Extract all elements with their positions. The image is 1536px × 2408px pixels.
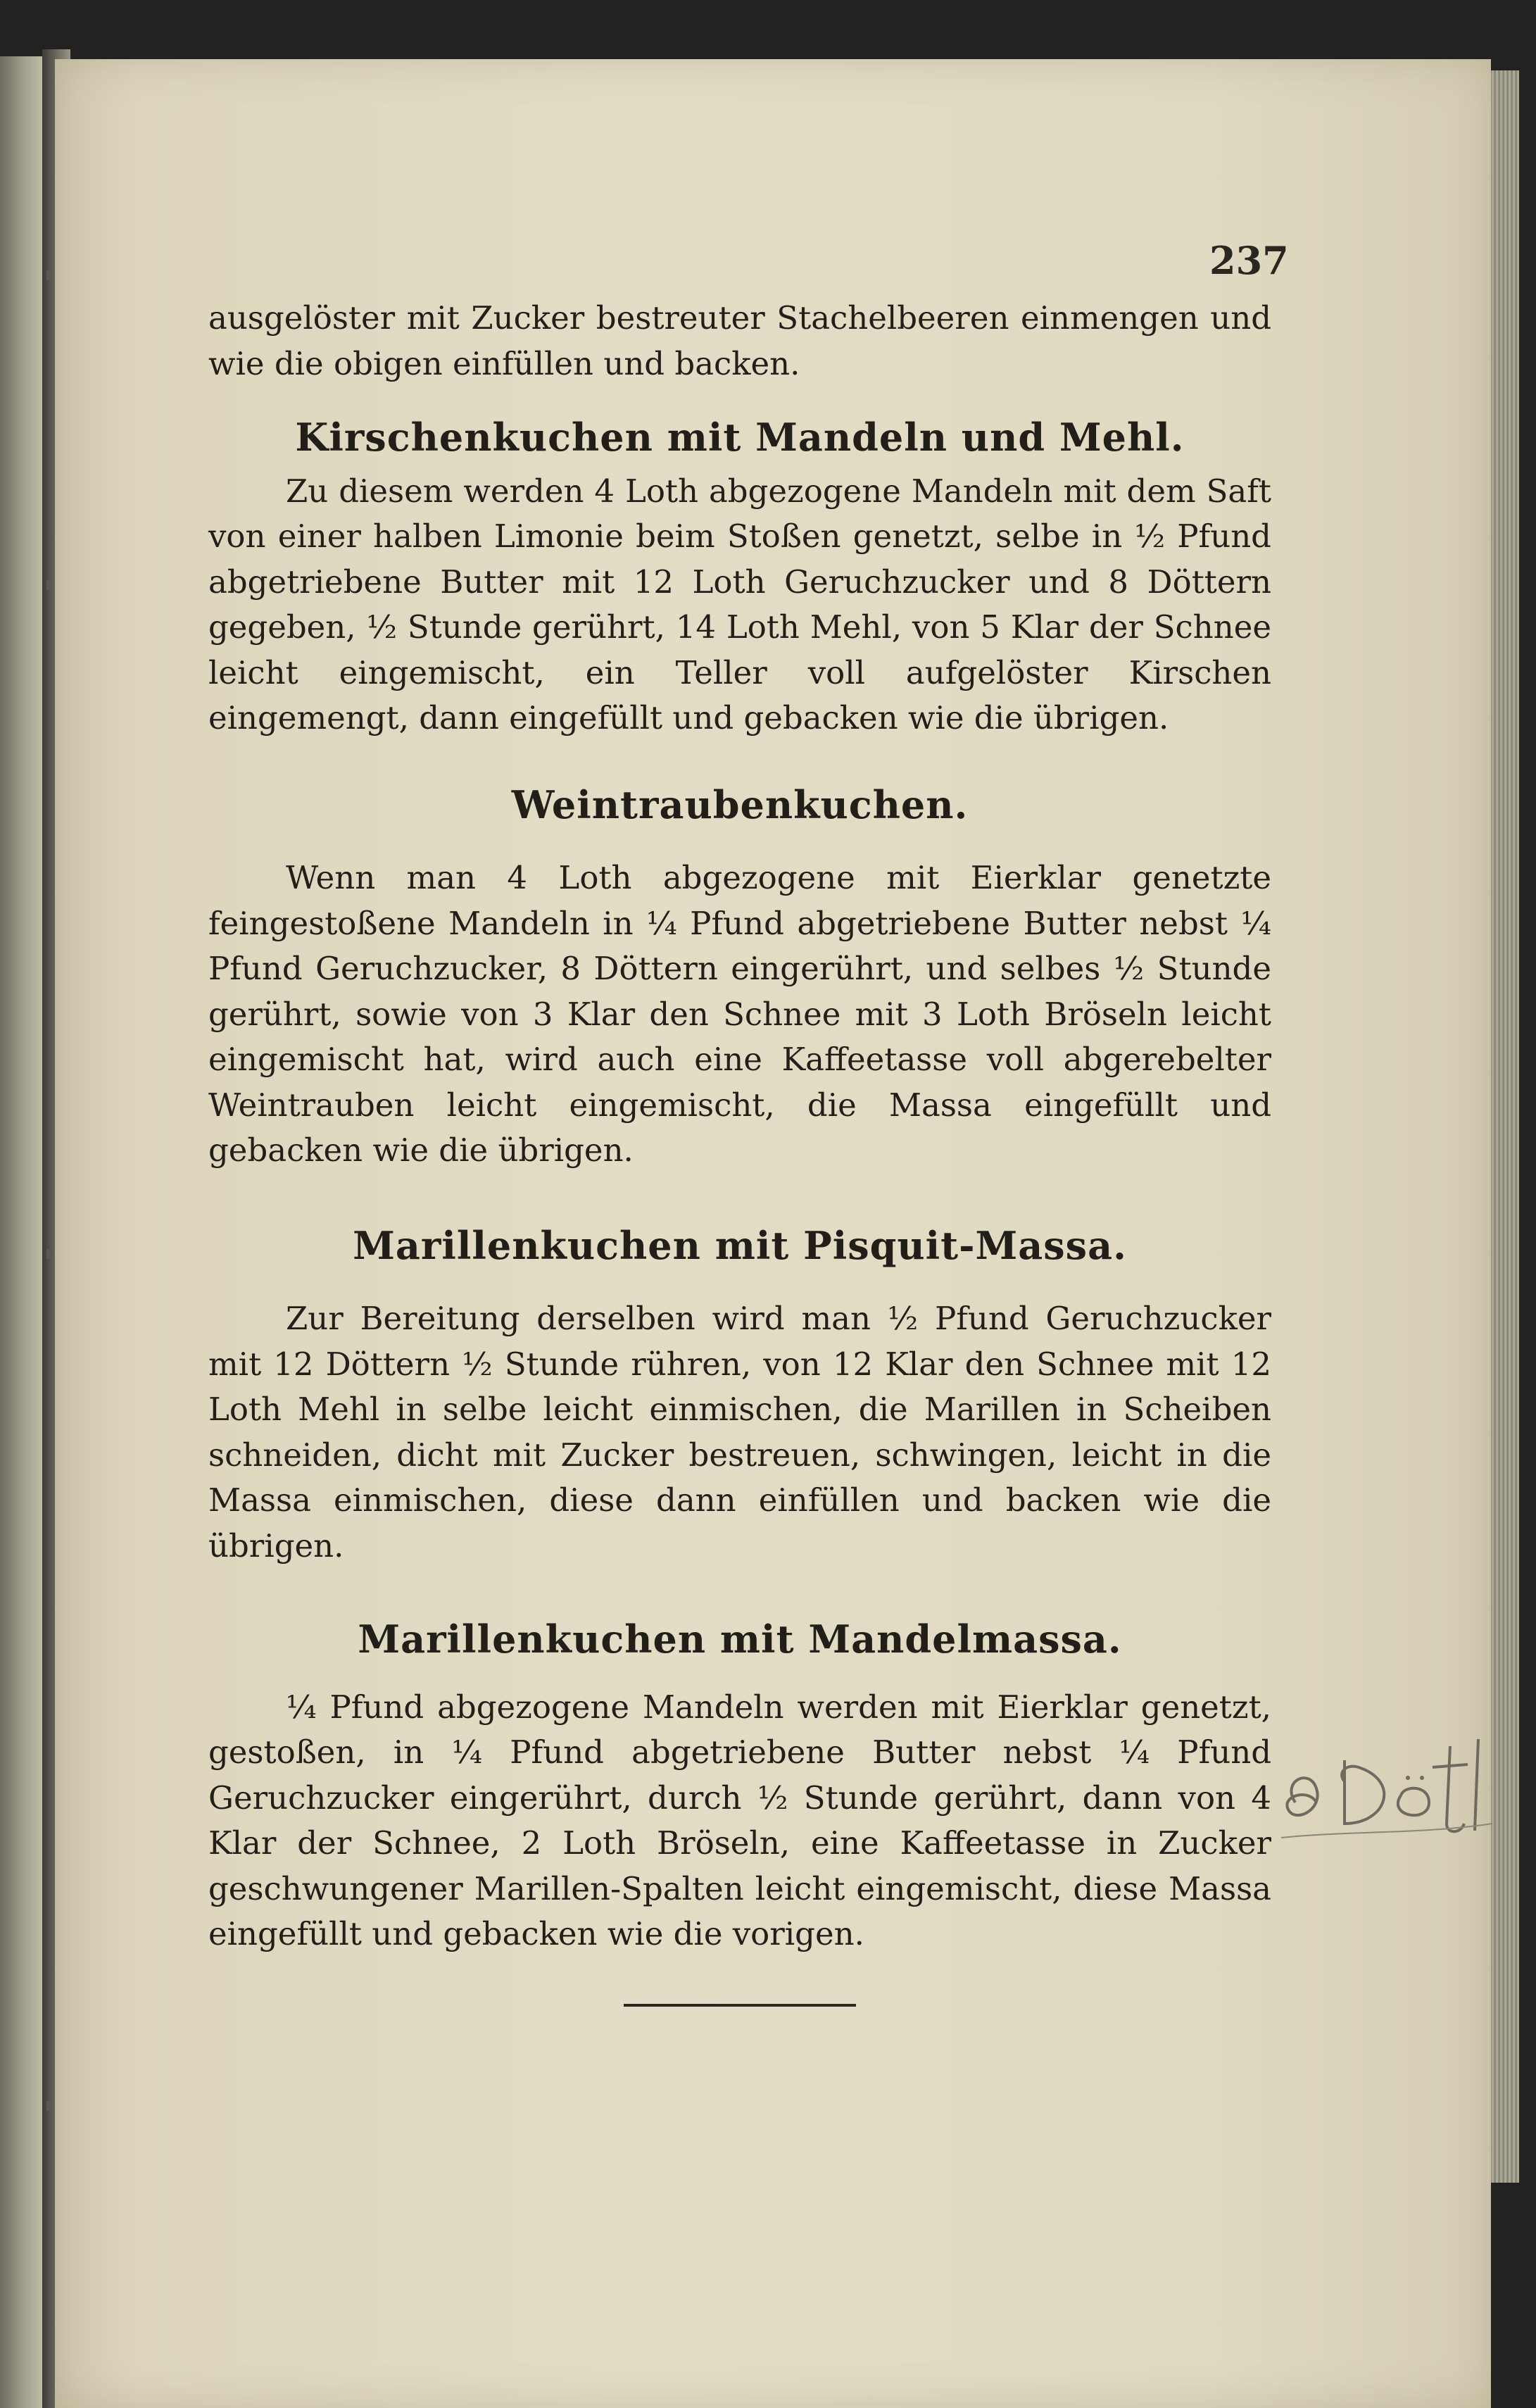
- paragraph-marillenkuchen-mandelmassa: ¼ Pfund abgezogene Mandeln werden mit Eierklar genetzt, gestoßen, in ¼ Pfund abgetriebene Butter nebst ¼ Pfund Geruchzucker eingerührt, durch ½ Stunde gerührt, dann von 4 Klar der Schnee, 2 Loth Bröseln, eine Kaffeetasse in Zucker geschwungener Marillen-Spalten leicht eingemischt, diese Massa eingefüllt und gebacken wie die vorigen.: [208, 1688, 1271, 1952]
- page-edge-stack: [1491, 70, 1519, 2183]
- end-rule: [624, 2004, 856, 2007]
- paragraph-kirschenkuchen: Zu diesem werden 4 Loth abgezogene Mandeln mit dem Saft von einer halben Limonie beim Stoßen genetzt, selbe in ½ Pfund abgetriebene Butter mit 12 Loth Geruchzucker und 8 Döttern gegeben, ½ Stunde gerührt, 14 Loth Mehl, von 5 Klar der Schnee leicht eingemischt, ein Teller voll aufgelöster Kirschen eingemengt, dann eingefüllt und gebacken wie die übrigen.: [208, 472, 1271, 736]
- page-number: 237: [1209, 238, 1289, 283]
- heading-marillenkuchen-pisquit: Marillenkuchen mit Pisquit-Massa.: [353, 1222, 1127, 1268]
- heading-weintraubenkuchen: Weintraubenkuchen.: [511, 782, 969, 827]
- paragraph-continued: ausgelöster mit Zucker bestreuter Stachelbeeren einmengen und wie die obigen einfüllen und backen.: [208, 299, 1271, 382]
- paragraph-marillenkuchen-pisquit: Zur Bereitung derselben wird man ½ Pfund Geruchzucker mit 12 Döttern ½ Stunde rühren, von 12 Klar den Schnee mit 12 Loth Mehl in selbe leicht einmischen, die Marillen in Scheiben schneiden, dicht mit Zucker bestreuen, schwingen, leicht in die Massa einmischen, diese dann einfüllen und backen wie die übrigen.: [208, 1300, 1271, 1564]
- margin-mark: [46, 270, 50, 280]
- margin-mark: [46, 2101, 50, 2111]
- handwritten-margin-note: [1267, 1718, 1499, 1845]
- heading-kirschenkuchen: Kirschenkuchen mit Mandeln und Mehl.: [295, 415, 1185, 460]
- margin-mark: [46, 580, 50, 590]
- paragraph-weintraubenkuchen: Wenn man 4 Loth abgezogene mit Eierklar genetzte feingestoßene Mandeln in ¼ Pfund abgetriebene Butter nebst ¼ Pfund Geruchzucker, 8 Döttern eingerührt, und selbes ½ Stunde gerührt, sowie von 3 Klar den Schnee mit 3 Loth Bröseln leicht eingemischt hat, wird auch eine Kaffeetasse voll abgerebelter Weintrauben leicht eingemischt, die Massa eingefüllt und gebacken wie die übrigen.: [208, 859, 1271, 1169]
- heading-marillenkuchen-mandelmassa: Marillenkuchen mit Mandelmassa.: [358, 1617, 1122, 1662]
- page-body: [208, 296, 1271, 2007]
- margin-mark: [46, 1249, 50, 1259]
